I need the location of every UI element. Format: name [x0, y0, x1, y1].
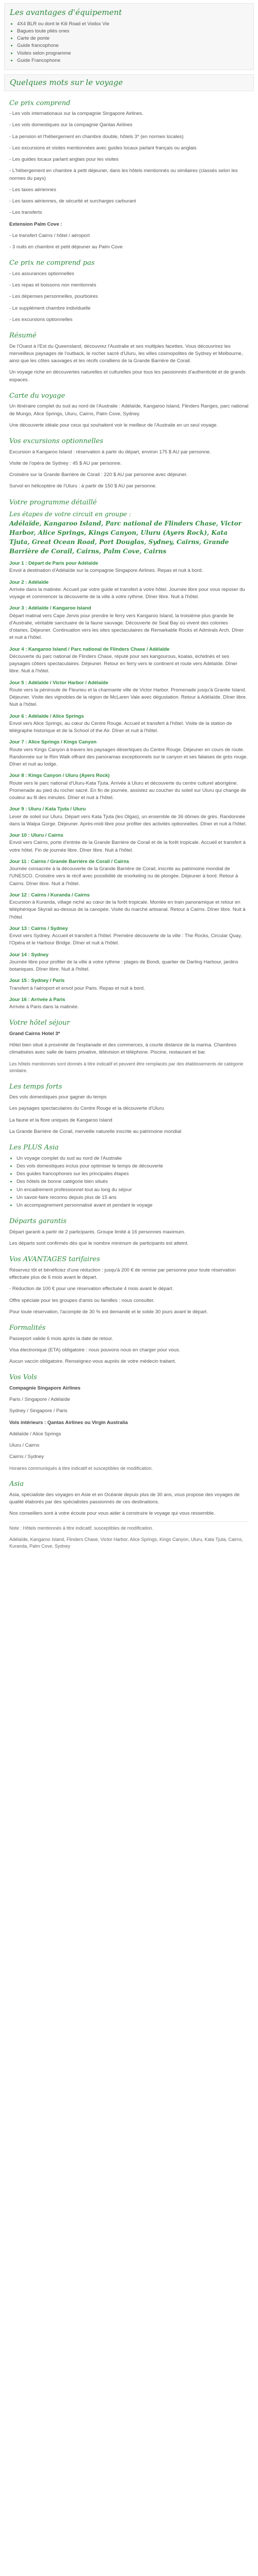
points-title: Quelques mots sur le voyage	[10, 78, 123, 87]
day-text: Route vers le parc national d'Uluru-Kata Tjuta. Arrivée à Uluru et découverte du centre culturel aborigène. Promenade au pied du rocher sacré. En fin de journée, assistez au coucher du soleil sur Uluru qui change de couleur au fil des minutes. Dîner et nuit à l'hôtel.	[9, 780, 246, 801]
day-block	[9, 977, 249, 992]
day-title: Jour 9 : Uluru / Kata Tjuta / Uluru	[9, 806, 86, 812]
day-text: Route vers Kings Canyon à travers les paysages désertiques du Centre Rouge. Déjeuner en cours de route. Randonnée sur le Rim Walk offrant des panoramas exceptionnels sur le canyon et ses falaises de grès rouge. Dîner et nuit au lodge.	[9, 747, 248, 767]
day-text: Envol vers Cairns, porte d'entrée de la Grande Barrière de Corail et de la forêt tropicale. Accueil et transfert à votre hôtel. Fin de journée libre. Dîner libre. Nuit à l'hôtel.	[9, 840, 246, 853]
day-title: Jour 5 : Adélaïde / Victor Harbor / Adélaïde	[9, 680, 108, 686]
section-title: Votre programme détaillé	[9, 498, 97, 506]
section-title: Les PLUS Asia	[9, 1144, 59, 1151]
para: - Le supplément chambre individuelle	[9, 305, 91, 311]
advantage-item: • 4X4 BLR ou dont le Kili Road et Vodox Vie	[17, 21, 248, 28]
section-title: Les temps forts	[9, 1082, 62, 1091]
section-title: Ce prix comprend	[9, 99, 71, 107]
advantage-item: • Guide Francophone	[17, 57, 248, 64]
section-title: Formalités	[9, 1324, 46, 1332]
para: Les paysages spectaculaires du Centre Rouge et la découverte d'Uluru	[9, 1106, 164, 1112]
day-text: Envol vers Alice Springs, au cœur du Centre Rouge. Accueil et transfert à l'hôtel. Visite de la station de télégraphe historique et de la School of the Air. Dîner et nuit à l'hôtel.	[9, 720, 232, 734]
advantages-list	[10, 21, 248, 65]
day-text: Envol vers Sydney. Accueil et transfert à l'hôtel. Première découverte de la ville : The Rocks, Circular Quay, l'Opéra et le Harbour Bridge. Dîner et nuit à l'hôtel.	[9, 933, 242, 946]
day-block	[9, 806, 249, 828]
day-title: Jour 4 : Kangaroo Island / Parc national de Flinders Chase / Adélaïde	[9, 646, 170, 652]
plus-item: • Des vols domestiques inclus pour optimiser le temps de découverte	[17, 1163, 249, 1170]
section-hotels	[0, 1018, 258, 1074]
day-block	[9, 739, 249, 768]
day-block	[9, 996, 249, 1011]
plus-item: • Un savoir-faire reconnu depuis plus de 15 ans	[17, 1194, 249, 1201]
day-text: Route vers la péninsule de Fleurieu et la charmante ville de Victor Harbor. Promenade jusqu'à Granite Island. Déjeuner. Visite des vignobles de la région de McLaren Vale avec dégustation. Retour à Adélaïde. Dîner libre. Nuit à l'hôtel.	[9, 687, 247, 708]
day-block	[9, 560, 249, 575]
para: - Les transferts	[9, 210, 42, 216]
advantage-item: • Bagues toute pliés ones	[17, 28, 248, 35]
para: Adélaïde / Alice Springs	[9, 1431, 61, 1437]
para: Offre spéciale pour les groupes d'amis ou familles : nous consulter.	[9, 1297, 155, 1303]
day-title: Jour 7 : Alice Springs / Kings Canyon	[9, 739, 97, 745]
day-text: Excursion à Kuranda, village niché au cœur de la forêt tropicale. Montée en train panoramique et retour en téléphérique Skyrail au-dessus de la canopée. Visite du marché artisanal. Retour à Cairns. Dîner libre. Nuit à l'hôtel.	[9, 900, 246, 920]
section-not-included	[0, 258, 258, 324]
para: Note : Hôtels mentionnés à titre indicatif, susceptibles de modification.	[9, 1526, 154, 1531]
day-text: Départ matinal vers Cape Jervis pour prendre le ferry vers Kangaroo Island, la troisième plus grande île d'Australie, véritable sanctuaire de la faune sauvage. Découverte de Seal Bay où vivent des colonies d'otaries. Déjeuner. Continuation vers les sites spectaculaires de Remarkable Rocks et Admirals Arch. Dîner et nuit à l'hôtel.	[9, 613, 244, 641]
day-block	[9, 925, 249, 947]
section-departs	[0, 1216, 258, 1247]
para: - Les vols domestiques sur la compagnie Qantas Airlines	[9, 122, 133, 128]
day-block	[9, 858, 249, 888]
para: Un itinéraire complet du sud au nord de l'Australie : Adélaïde, Kangaroo Island, Flinders Ranges, parc national de Mungo, Alice Springs, Uluru, Cairns, Palm Cove, Sydney.	[9, 403, 249, 417]
para: Paris / Singapore / Adélaïde	[9, 1397, 70, 1402]
itinerary-steps: Adélaïde, Kangaroo Island, Parc national de Flinders Chase, Victor Harbor, Alice Springs, Kings Canyon, Uluru (Ayers Rock), Kata Tjuta, Great Ocean Road, Port Douglas, Sydney, Cairns, Grande Barrière de Corail, Cairns, Palm Cove, Cairns	[9, 520, 241, 555]
day-title: Jour 2 : Adélaïde	[9, 579, 49, 585]
para: Réservez tôt et bénéficiez d'une réduction : jusqu'à 200 € de remise par personne pour toute réservation effectuée plus de 6 mois avant le départ.	[9, 1267, 236, 1280]
day-block	[9, 579, 249, 601]
para: - Les excursions optionnelles	[9, 316, 73, 323]
points-box	[4, 74, 254, 91]
para: Les hôtels mentionnés sont donnés à titre indicatif et peuvent être remplacés par des établissements de catégorie similaire.	[9, 1061, 244, 1073]
section-title: Départs garantis	[9, 1217, 67, 1226]
section-title: Vos AVANTAGES tarifaires	[9, 1256, 100, 1264]
para: Des vols domestiques pour gagner du temps	[9, 1094, 107, 1100]
section-title: Carte du voyage	[9, 392, 66, 400]
section-excursions	[0, 436, 258, 490]
day-title: Jour 3 : Adélaïde / Kangaroo Island	[9, 605, 91, 612]
para: Nos conseillers sont à votre écoute pour vous aider à construire le voyage qui vous ressemble.	[9, 1511, 215, 1516]
plus-item: • Un encadrement professionnel tout au long du séjour	[17, 1187, 249, 1194]
para: - Les taxes aériennes	[9, 187, 56, 193]
para: - L'hébergement en chambre à petit déjeuner, dans les hôtels mentionnés ou similaires (classés selon les normes du pays)	[9, 168, 238, 181]
plus-item: • Des hôtels de bonne catégorie bien situés	[17, 1178, 249, 1185]
para: Uluru / Cairns	[9, 1443, 40, 1448]
day-block	[9, 713, 249, 735]
section-carte	[0, 391, 258, 429]
para: Passeport valide 6 mois après la date de retour.	[9, 1335, 114, 1342]
section-temps-forts	[0, 1082, 258, 1136]
day-text: Transfert à l'aéroport et envol pour Paris. Repas et nuit à bord.	[9, 985, 145, 991]
para: - Les guides locaux parlant anglais pour les visites	[9, 157, 119, 162]
day-block	[9, 772, 249, 802]
plus-item: • Un voyage complet du sud au nord de l'Australie	[17, 1155, 249, 1162]
day-text: Journée consacrée à la découverte de la Grande Barrière de Corail, inscrite au patrimoine mondial de l'UNESCO. Croisière vers le récif avec possibilité de snorkeling ou de plongée. Déjeuner à bord. Retour à Cairns. Dîner libre. Nuit à l'hôtel.	[9, 866, 238, 887]
itinerary-subtitle: Les étapes de votre circuit en groupe :	[9, 511, 131, 518]
section-title: Ce prix ne comprend pas	[9, 259, 95, 267]
advantage-item: • Carte de ponte	[17, 35, 248, 42]
day-block	[9, 832, 249, 854]
day-title: Jour 16 : Arrivée à Paris	[9, 996, 66, 1003]
para: Survol en hélicoptère de l'Uluru : à partir de 150 $ AU par personne.	[9, 483, 157, 489]
section-itinerary	[0, 498, 258, 1011]
plus-item: • Un accompagnement personnalisé avant et pendant le voyage	[17, 1202, 249, 1209]
advantages-title: Les avantages d'équipement	[10, 8, 122, 17]
para: Excursion à Kangaroo Island : réservation à partir du départ, environ 175 $ AU par personne.	[9, 449, 211, 455]
day-text: Découverte du parc national de Flinders Chase, réputé pour ses kangourous, koalas, échidnés et ses paysages côtiers spectaculaires. Déjeuner. Retour en ferry vers le continent et route vers Adélaïde. Dîner libre. Nuit à l'hôtel.	[9, 653, 237, 674]
day-title: Jour 8 : Kings Canyon / Uluru (Ayers Rock)	[9, 773, 110, 779]
section-title: Vos excursions optionnelles	[9, 437, 104, 445]
para: - Les vols internationaux sur la compagnie Singapore Airlines.	[9, 111, 143, 116]
para: Visite de l'opéra de Sydney : 45 $ AU par personne.	[9, 460, 122, 466]
section-title: Votre hôtel séjour	[9, 1019, 70, 1027]
day-block	[9, 892, 249, 921]
divider	[9, 1521, 249, 1522]
para: - Les excursions et visites mentionnées avec guides locaux parlant français ou anglais	[9, 145, 197, 151]
para: - La pension et l'hébergement en chambre double, hôtels 3* (en normes locales)	[9, 133, 184, 140]
para: La Grande Barrière de Corail, merveille naturelle inscrite au patrimoine mondial	[9, 1128, 182, 1134]
para: Horaires communiqués à titre indicatif et susceptibles de modification.	[9, 1465, 153, 1471]
para: Asia, spécialiste des voyages en Asie et en Océanie depuis plus de 30 ans, vous propose des voyages de qualité élaborés par des spécialistes passionnés de ces destinations.	[9, 1492, 240, 1505]
para: - Les dépenses personnelles, pourboires	[9, 294, 98, 300]
para: Pour toute réservation, l'acompte de 30 % est demandé et le solde 30 jours avant le départ.	[9, 1309, 208, 1315]
day-title: Jour 1 : Départ de Paris pour Adélaïde	[9, 561, 99, 566]
section-asia	[0, 1479, 258, 1517]
section-avantages-tarifaires	[0, 1255, 258, 1316]
footer-notes	[0, 1521, 258, 1550]
para: Compagnie Singapore Airlines	[9, 1385, 80, 1391]
para: Extension Palm Cove :	[9, 221, 62, 227]
day-block	[9, 680, 249, 709]
day-title: Jour 11 : Cairns / Grande Barrière de Corail / Cairns	[9, 858, 130, 865]
para: - Les repas et boissons non mentionnés	[9, 282, 96, 288]
day-text: Journée libre pour profiter de la ville à votre rythme : plages de Bondi, quartier de Darling Harbour, jardins botaniques. Dîner libre. Nuit à l'hôtel.	[9, 959, 238, 972]
para: Un voyage riche en découvertes naturelles et culturelles pour tous les passionnés d'authenticité et de grands espaces.	[9, 369, 246, 383]
day-text: Arrivée à Paris dans la matinée.	[9, 1004, 79, 1010]
day-title: Jour 13 : Cairns / Sydney	[9, 925, 68, 931]
para: Vols intérieurs : Qantas Airlines ou Virgin Australia	[9, 1419, 128, 1426]
day-text: Arrivée dans la matinée. Accueil par votre guide et transfert à votre hôtel. Journée libre pour vous reposer du voyage et commencer la découverte de la ville à votre rythme. Dîner libre. Nuit à l'hôtel.	[9, 586, 245, 600]
section-title: Résumé	[9, 332, 37, 340]
plus-item: • Des guides francophones sur les principales étapes	[17, 1171, 249, 1178]
section-title: Asia	[9, 1480, 24, 1488]
section-included	[0, 98, 258, 251]
para: Aucun vaccin obligatoire. Renseignez-vous auprès de votre médecin traitant.	[9, 1359, 176, 1364]
day-text: Lever de soleil sur Uluru. Départ vers Kata Tjuta (les Olgas), un ensemble de 36 dômes de grès. Randonnée dans la Walpa Gorge. Déjeuner. Après-midi libre pour profiter des activités optionnelles. Dîner et nuit à l'hôtel.	[9, 814, 247, 827]
para: - Les taxes aériennes, de sécurité et surcharges carburant	[9, 198, 136, 204]
advantage-item: • Guide francophone	[17, 42, 248, 49]
day-title: Jour 14 : Sydney	[9, 952, 49, 958]
advantage-item: • Visites selon programme	[17, 50, 248, 57]
day-block	[9, 605, 249, 641]
para: Départ garanti à partir de 2 participants. Groupe limité à 16 personnes maximum.	[9, 1229, 186, 1235]
para: - Le transfert Cairns / hôtel / aéroport	[9, 232, 90, 239]
para: La faune et la flore uniques de Kangaroo Island	[9, 1117, 112, 1123]
section-title: Vos Vols	[9, 1374, 37, 1382]
day-block	[9, 646, 249, 675]
para: - Réduction de 100 € pour une réservation effectuée 4 mois avant le départ.	[9, 1286, 174, 1292]
section-plus	[0, 1143, 258, 1209]
section-vols	[0, 1372, 258, 1472]
day-title: Jour 10 : Uluru / Cairns	[9, 833, 63, 838]
day-title: Jour 12 : Cairns / Kuranda / Cairns	[9, 892, 90, 898]
day-block	[9, 952, 249, 974]
day-text: Envol à destination d'Adélaïde sur la compagnie Singapore Airlines. Repas et nuit à bord.	[9, 568, 203, 574]
para: De l'Ouest à l'Est du Queensland, découvrez l'Australie et ses multiples facettes. Vous découvrirez les merveilleux paysages de l'outback, le rocher sacré d'Uluru, les villes cosmopolites de Sydney et Melbourne, ainsi que les côtes sauvages et les récifs coralliens de la Grande Barrière de Corail.	[9, 343, 243, 364]
day-title: Jour 6 : Adélaïde / Alice Springs	[9, 713, 84, 719]
section-resume	[0, 331, 258, 384]
plus-list	[9, 1155, 249, 1210]
para: Adélaïde, Kangaroo Island, Flinders Chase, Victor Harbor, Alice Springs, Kings Canyon, Uluru, Kata Tjuta, Cairns, Kuranda, Palm Cove, Sydney	[9, 1536, 243, 1549]
para: Hôtel bien situé à proximité de l'esplanade et des commerces, à courte distance de la marina. Chambres climatisées avec salle de bains privative, télévision et téléphone. Piscine, restaurant et bar.	[9, 1042, 237, 1056]
para: Croisière sur la Grande Barrière de Corail : 220 $ AU par personne avec déjeuner.	[9, 472, 188, 478]
para: Les départs sont confirmés dès que le nombre minimum de participants est atteint.	[9, 1241, 189, 1246]
para: - 3 nuits en chambre et petit déjeuner au Palm Cove	[9, 244, 123, 250]
advantages-box	[4, 3, 254, 70]
hotel-name: Grand Cairns Hotel 3*	[9, 1030, 60, 1037]
para: - Les assurances optionnelles	[9, 270, 74, 277]
para: Visa électronique (ETA) obligatoire : nous pouvons nous en charger pour vous.	[9, 1347, 181, 1353]
para: Cairns / Sydney	[9, 1454, 44, 1460]
para: Une découverte idéale pour ceux qui souhaitent voir le meilleur de l'Australie en un seul voyage.	[9, 422, 218, 428]
day-title: Jour 15 : Sydney / Paris	[9, 978, 65, 984]
para: Sydney / Singapore / Paris	[9, 1408, 68, 1414]
section-formalites	[0, 1323, 258, 1365]
